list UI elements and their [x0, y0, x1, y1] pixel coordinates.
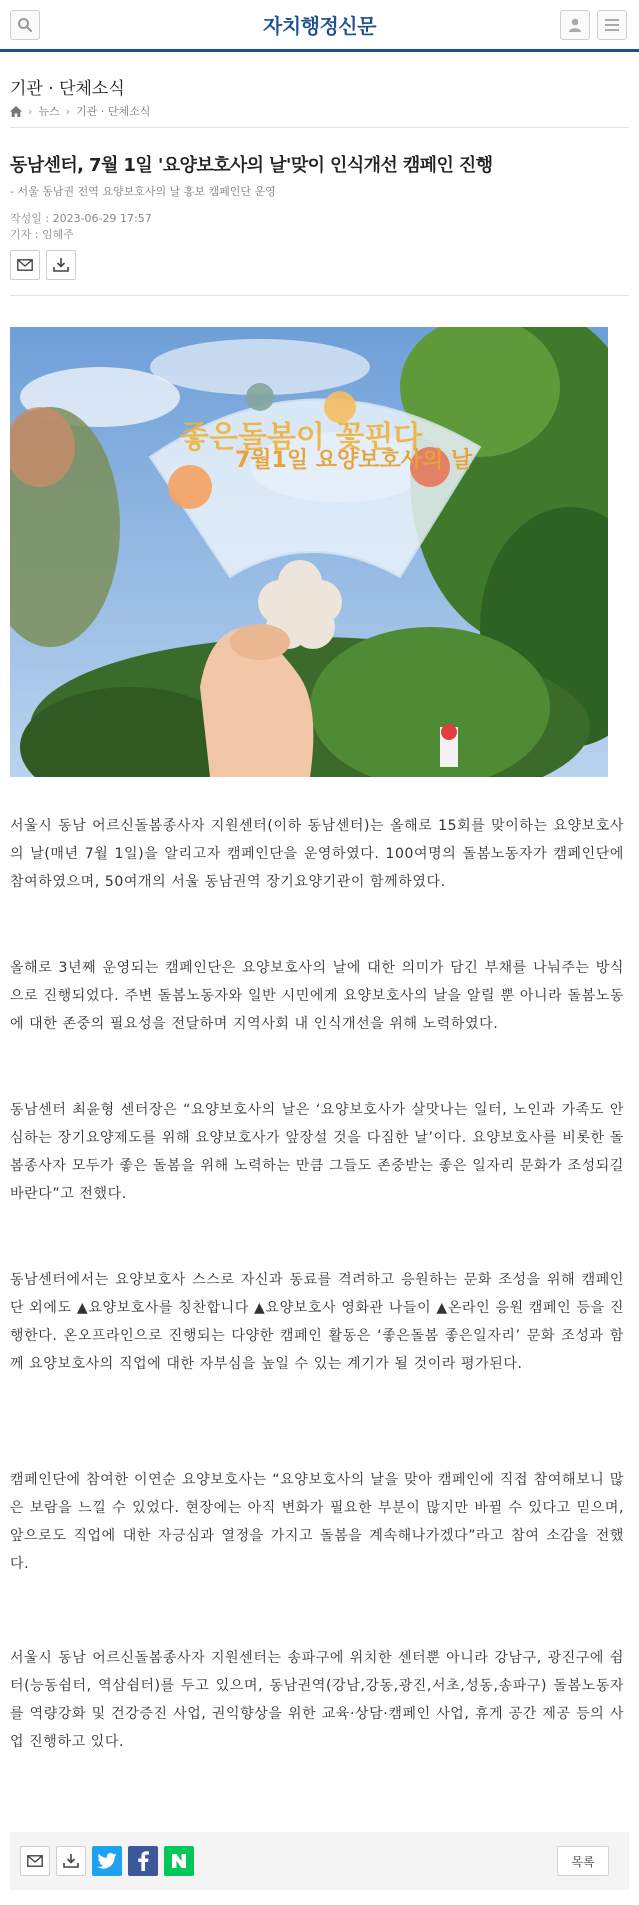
chevron-right-icon: › — [28, 104, 33, 118]
article-paragraph: 서울시 동남 어르신돌봄종사자 지원센터(이하 동남센터)는 올해로 15회를 맞이하는 요양보호사의 날(매년 7월 1일)을 알리고자 캠페인단을 운영하였다. 100여명의 돌봄노동자가 캠페인단에 참여하였으며, 50여개의 서울 동남권역 장기요양기관이 함께하였다. — [10, 818, 624, 890]
user-button[interactable] — [560, 10, 590, 40]
breadcrumb-item-news[interactable]: 뉴스 — [38, 105, 60, 118]
download-icon — [53, 258, 69, 272]
article-paragraph: 캠페인단에 참여한 이연순 요양보호사는 “요양보호사의 날을 맞아 캠페인에 직접 참여해보니 많은 보람을 느낄 수 있었다. 현장에는 아직 변화가 필요한 부분이 많지만 바뀔 수 있다고 믿으며, 앞으로도 직업에 대한 자긍심과 열정을 가지고 돌봄을 계속해나가겠다”라고 참여 소감을 전했다. — [10, 1472, 624, 1572]
user-icon — [567, 17, 583, 33]
email-icon — [17, 259, 33, 271]
fan-date-text: 7월1일 요양보호사의 날 — [235, 448, 473, 473]
article-footer-bar — [10, 1832, 629, 1890]
naver-icon — [171, 1853, 187, 1869]
article-author: 기자 : 임혜주 — [10, 228, 74, 241]
menu-icon — [604, 18, 620, 32]
list-button[interactable]: 목록 — [557, 1846, 609, 1876]
share-naver-button[interactable] — [164, 1846, 194, 1876]
email-icon — [27, 1855, 43, 1867]
menu-button[interactable] — [597, 10, 627, 40]
article-paragraph: 동남센터에서는 요양보호사 스스로 자신과 동료를 격려하고 응원하는 문화 조성을 위해 캠페인단 외에도 ▲요양보호사를 칭찬합니다 ▲요양보호사 영화관 나들이 ▲온라인 응원 캠페인 등을 진행한다. 온오프라인으로 진행되는 다양한 캠페인 활동은 ‘좋은돌봄 좋은일자리’ 문화 조성과 함께 요양보호사의 직업에 대한 자부심을 높일 수 있는 계기가 될 것이라 평가된다. — [10, 1272, 624, 1372]
article-paragraph: 서울시 동남 어르신돌봄종사자 지원센터는 송파구에 위치한 센터뿐 아니라 강남구, 광진구에 쉼터(능동쉼터, 역삼쉼터)를 두고 있으며, 동남권역(강남,강동,광진,서초,성동,송파구) 돌봄노동자를 역량강화 및 건강증진 사업, 권익향상을 위한 교육·상담·캠페인 사업, 휴게 공간 제공 등의 사업 진행하고 있다. — [10, 1650, 624, 1750]
article-paragraph: 올해로 3년째 운영되는 캠페인단은 요양보호사의 날에 대한 의미가 담긴 부채를 나눠주는 방식으로 진행되었다. 주변 돌봄노동자와 일반 시민에게 요양보호사의 날을 알릴 뿐 아니라 돌봄노동에 대한 존중의 필요성을 전달하며 지역사회 내 인식개선을 위해 노력하였다. — [10, 960, 624, 1032]
site-logo[interactable]: 자치행정신문 — [263, 14, 376, 38]
share-facebook-button[interactable] — [128, 1846, 158, 1876]
email-button[interactable] — [10, 250, 40, 280]
facebook-icon — [137, 1851, 149, 1871]
home-icon[interactable] — [10, 106, 22, 117]
twitter-icon — [97, 1853, 117, 1869]
article-photo — [10, 327, 608, 777]
share-twitter-button[interactable] — [92, 1846, 122, 1876]
site-header — [0, 0, 639, 52]
download-button[interactable] — [46, 250, 76, 280]
fan-photo-illustration — [10, 327, 608, 777]
footer-email-button[interactable] — [20, 1846, 50, 1876]
fan-title-text: 좋은돌봄이 꽃핀다 — [180, 420, 423, 455]
breadcrumb-item-category[interactable]: 기관 · 단체소식 — [76, 105, 151, 118]
breadcrumb — [10, 103, 150, 119]
divider — [10, 127, 629, 128]
article-title: 동남센터, 7월 1일 '요양보호사의 날'맞이 인식개선 캠페인 진행 — [10, 155, 493, 176]
download-icon — [63, 1854, 79, 1868]
footer-download-button[interactable] — [56, 1846, 86, 1876]
divider — [10, 295, 629, 296]
article-date: 작성일 : 2023-06-29 17:57 — [10, 212, 152, 225]
article-paragraph: 동남센터 최윤형 센터장은 “요양보호사의 날은 ‘요양보호사가 살맛나는 일터, 노인과 가족도 안심하는 장기요양제도를 위해 요양보호사가 앞장설 것을 다짐한 날’이다. 요양보호사를 비롯한 돌봄종사자 모두가 좋은 돌봄을 위해 노력하는 만큼 그들도 존중받는 좋은 일자리 문화가 조성되길 바란다”고 전했다. — [10, 1102, 624, 1202]
section-title: 기관 · 단체소식 — [10, 79, 125, 99]
chevron-right-icon: › — [65, 104, 71, 118]
article-subtitle: - 서울 동남권 전역 요양보호사의 날 홍보 캠페인단 운영 — [10, 185, 276, 198]
